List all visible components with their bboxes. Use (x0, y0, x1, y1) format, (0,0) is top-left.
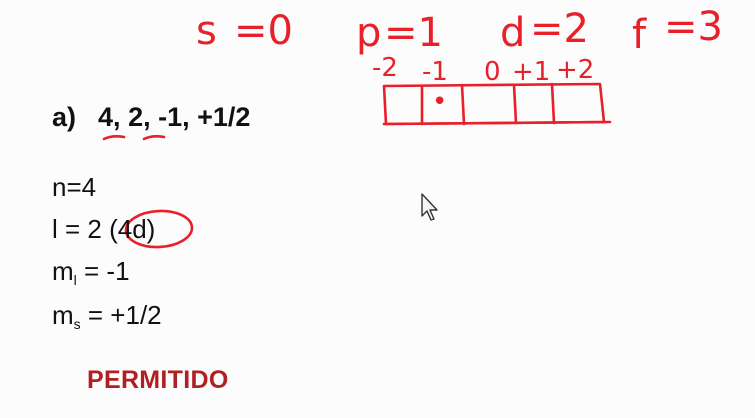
ml-symbol: m (52, 256, 74, 286)
f-subshell-note (632, 4, 723, 58)
s-value: =0 (234, 8, 293, 54)
s-subshell-note (196, 8, 293, 54)
qn-l: 2, (128, 102, 151, 132)
orbital-divider-3 (514, 85, 516, 123)
d-value: =2 (530, 6, 589, 52)
problem-heading (52, 102, 250, 133)
verdict-label: PERMITIDO (87, 366, 229, 394)
problem-label: a) (52, 102, 77, 132)
ml-plus-1: +1 (512, 57, 551, 87)
ms-value: = +1/2 (80, 300, 162, 330)
p-value: =1 (384, 10, 443, 56)
ml-minus-1: -1 (422, 57, 448, 87)
line-n (52, 172, 96, 203)
f-letter: f (632, 12, 647, 58)
orbital-divider-4 (552, 84, 554, 123)
ms-symbol: m (52, 300, 74, 330)
d-letter: d (500, 10, 526, 56)
underline-4 (104, 136, 124, 139)
n-text: n=4 (52, 172, 97, 202)
orbital-box-underline (384, 122, 610, 124)
qn-n: 4, (98, 102, 121, 132)
ml-plus-2: +2 (556, 55, 595, 85)
line-l (52, 214, 155, 245)
qn-ms: +1/2 (197, 102, 251, 132)
d-subshell-note (500, 6, 589, 56)
qn-ml: -1, (158, 102, 190, 132)
line-ms (52, 300, 162, 332)
ms-subscript: s (73, 316, 81, 332)
orbital-divider-2 (462, 85, 464, 124)
s-letter: s (196, 8, 217, 54)
l-orbital: (4d) (109, 214, 156, 244)
p-letter: p (356, 10, 382, 56)
p-subshell-note (356, 10, 443, 56)
l-text: l = 2 (52, 214, 110, 244)
orbital-box-outline (384, 84, 604, 124)
ml-subscript: l (73, 272, 77, 288)
electron-dot: • (432, 87, 448, 117)
mouse-pointer-icon (420, 193, 442, 223)
ml-minus-2: -2 (372, 53, 398, 83)
underline-2 (144, 136, 164, 139)
f-value: =3 (664, 4, 723, 50)
d-orbital-boxes (384, 84, 610, 124)
ml-value: = -1 (76, 256, 130, 286)
ml-zero: 0 (484, 57, 501, 87)
ml-scale (372, 53, 594, 87)
line-ml (52, 256, 130, 288)
